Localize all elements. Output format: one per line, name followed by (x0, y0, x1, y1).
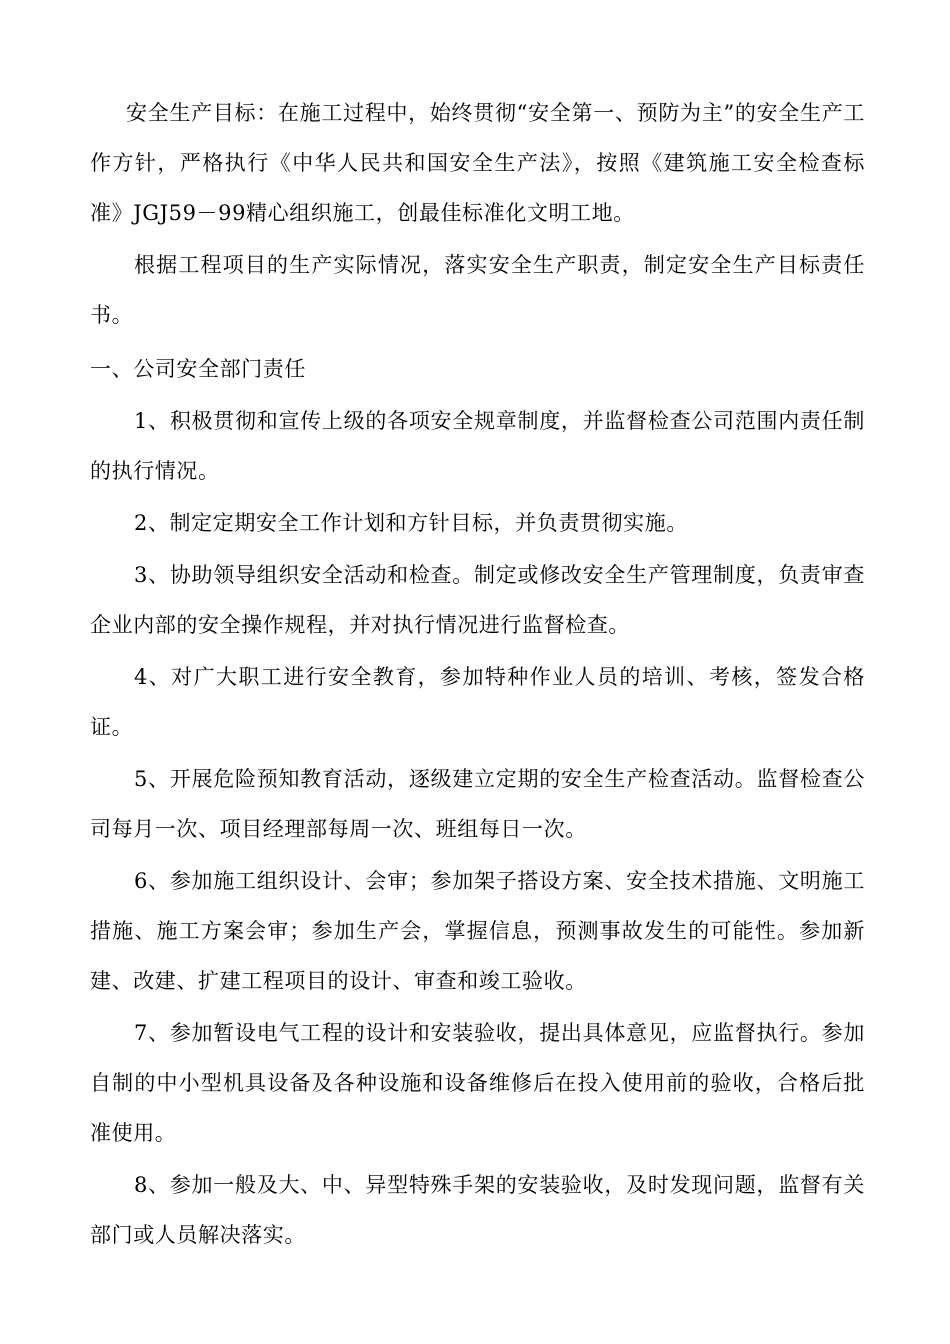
list-item: 7、参加暂设电气工程的设计和安装验收，提出具体意见，应监督执行。参加自制的中小型机具设备及各种设施和设备维修后在投入使用前的验收，合格后批准使用。 (90, 1021, 865, 1145)
list-item: 3、协助领导组织安全活动和检查。制定或修改安全生产管理制度，负责审查企业内部的安全操作规程，并对执行情况进行监督检查。 (90, 563, 865, 637)
section-heading: 一、公司安全部门责任 (90, 357, 306, 381)
list-item: 8、参加一般及大、中、异型特殊手架的安装验收，及时发现问题，监督有关部门或人员解决落实。 (90, 1173, 865, 1247)
list-item: 1、积极贯彻和宣传上级的各项安全规章制度，并监督检查公司范围内责任制的执行情况。 (90, 409, 865, 483)
list-item: 2、制定定期安全工作计划和方针目标，并负责贯彻实施。 (134, 511, 688, 535)
paragraph-safety-goal: 安全生产目标：在施工过程中，始终贯彻“安全第一、预防为主”的安全生产工作方针，严格执行《中华人民共和国安全生产法》，按照《建筑施工安全检查标准》JGJ59－99精心组织施工，创最佳标准化文明工地。 (90, 101, 865, 225)
list-item: 6、参加施工组织设计、会审；参加架子搭设方案、安全技术措施、文明施工措施、施工方案会审；参加生产会，掌握信息，预测事故发生的可能性。参加新建、改建、扩建工程项目的设计、审查和竣工验收。 (90, 869, 865, 993)
document-page (90, 88, 865, 1262)
list-item: 5、开展危险预知教育活动，逐级建立定期的安全生产检查活动。监督检查公司每月一次、项目经理部每周一次、班组每日一次。 (90, 767, 865, 841)
paragraph-responsibility-basis: 根据工程项目的生产实际情况，落实安全生产职责，制定安全生产目标责任书。 (90, 253, 865, 327)
list-item: 4、对广大职工进行安全教育，参加特种作业人员的培训、考核，签发合格证。 (90, 665, 865, 739)
